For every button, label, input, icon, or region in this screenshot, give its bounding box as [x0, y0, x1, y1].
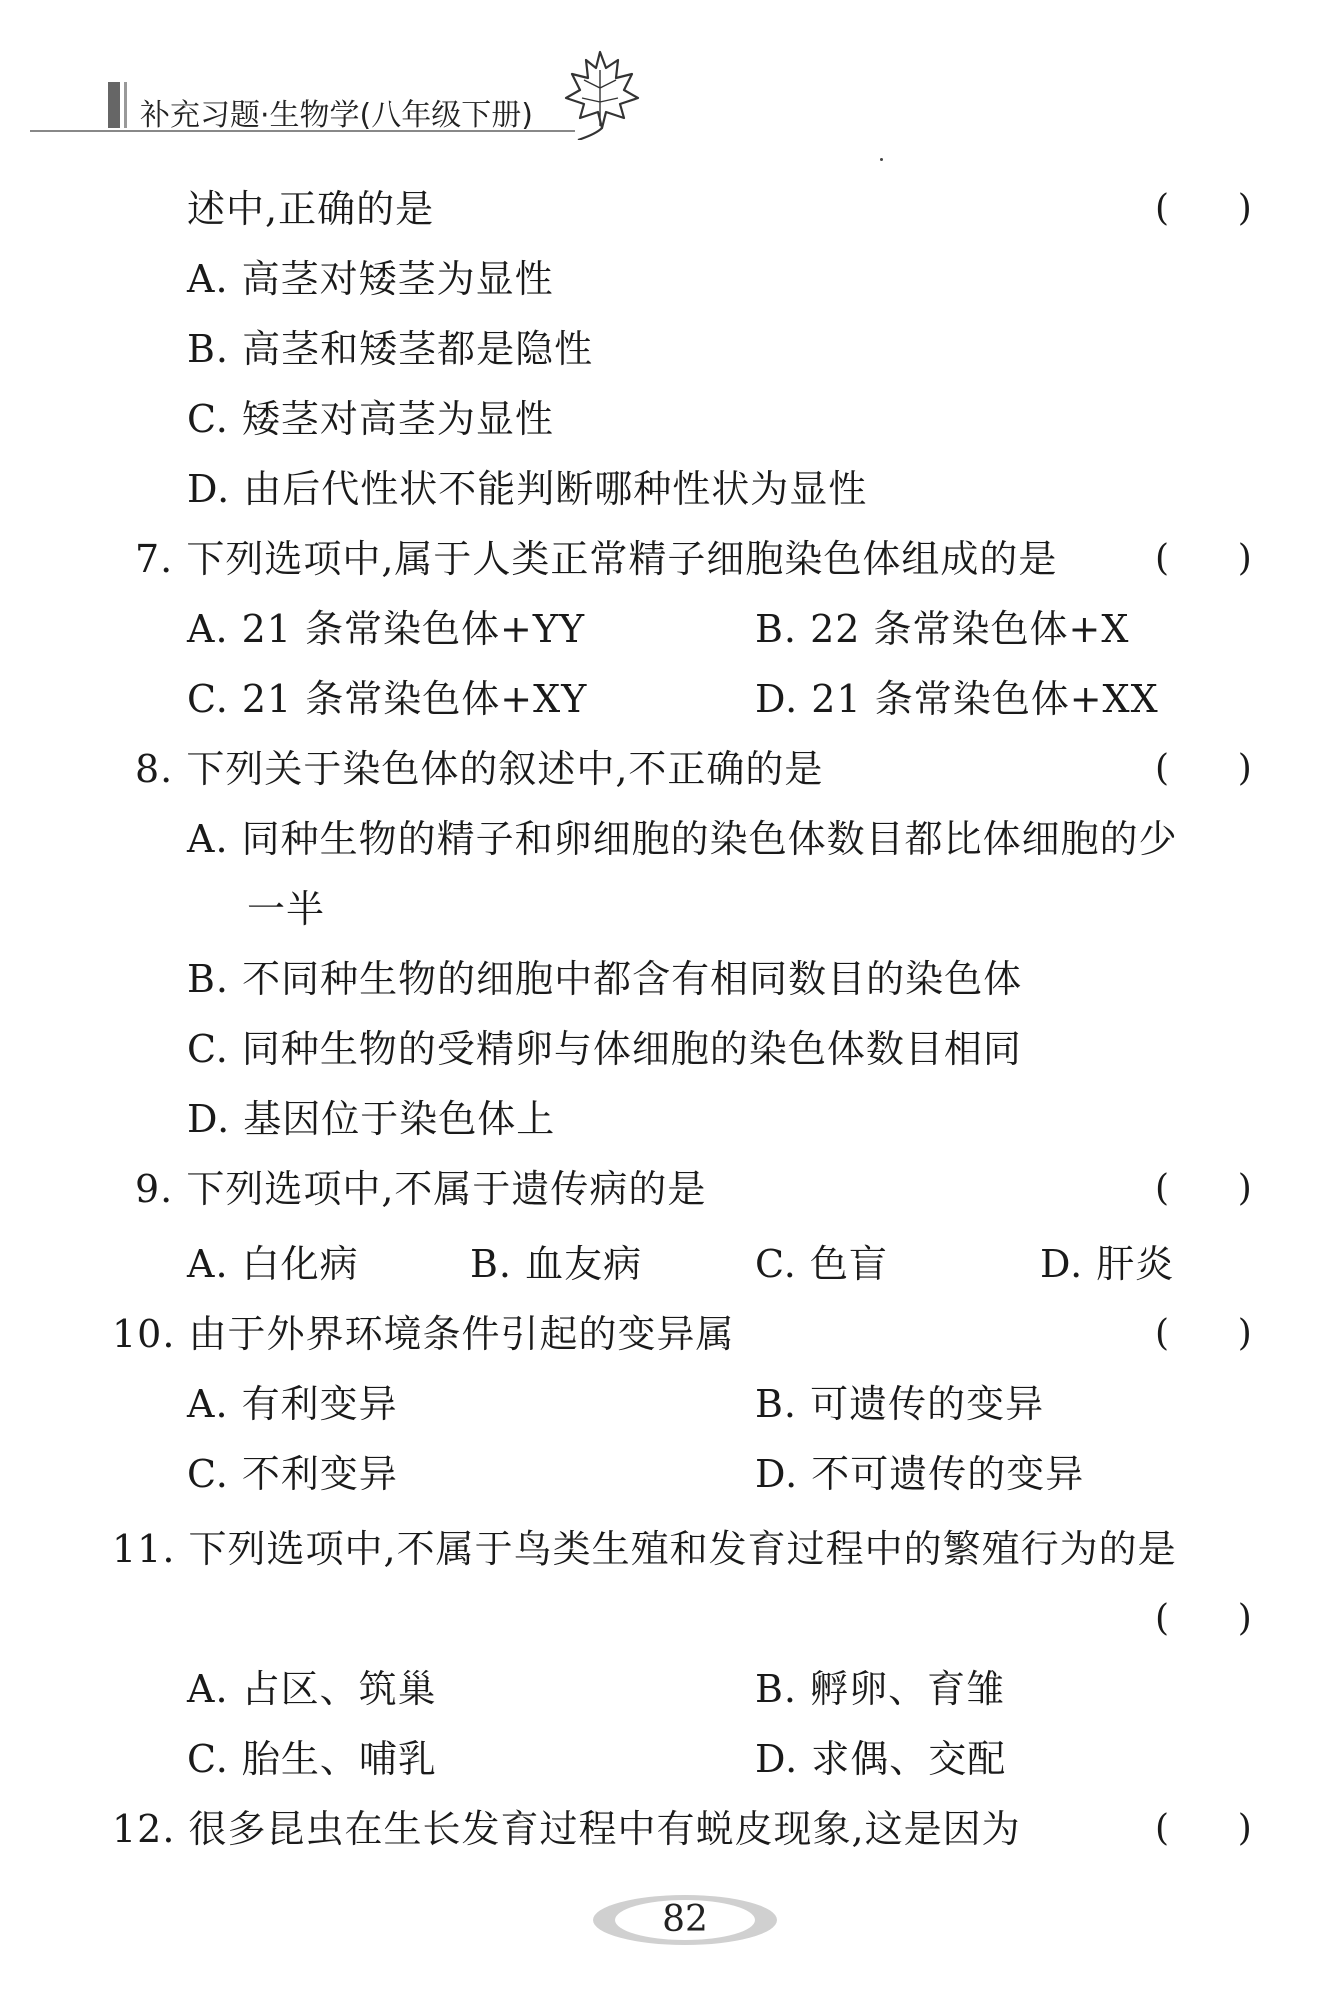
- q7-option-c: C. 21 条常染色体+XY: [187, 677, 588, 721]
- q6-answer-blank[interactable]: ( ): [1155, 188, 1252, 229]
- q6-option-c: C. 矮茎对高茎为显性: [187, 397, 554, 441]
- print-speck: [880, 158, 883, 161]
- q10-answer-blank[interactable]: ( ): [1155, 1313, 1252, 1354]
- header-rule: [30, 130, 575, 132]
- q9-stem: 9. 下列选项中,不属于遗传病的是: [135, 1167, 707, 1211]
- q8-option-c: C. 同种生物的受精卵与体细胞的染色体数目相同: [187, 1027, 1022, 1071]
- header-bar-mark-thin: [124, 82, 127, 128]
- q9-answer-blank[interactable]: ( ): [1155, 1168, 1252, 1209]
- q8-option-a-continued: 一半: [247, 887, 326, 931]
- q8-answer-blank[interactable]: ( ): [1155, 748, 1252, 789]
- q9-option-c: C. 色盲: [755, 1242, 888, 1286]
- q11-option-c: C. 胎生、哺乳: [187, 1737, 437, 1781]
- q7-option-b: B. 22 条常染色体+X: [755, 607, 1130, 651]
- q11-answer-blank[interactable]: ( ): [1155, 1598, 1252, 1639]
- q6-option-b: B. 高茎和矮茎都是隐性: [187, 327, 594, 371]
- header-bar-mark: [108, 82, 120, 128]
- q9-option-d: D. 肝炎: [1040, 1242, 1175, 1286]
- q6-option-d: D. 由后代性状不能判断哪种性状为显性: [187, 467, 868, 511]
- q11-option-b: B. 孵卵、育雏: [755, 1667, 1006, 1711]
- q12-answer-blank[interactable]: ( ): [1155, 1808, 1252, 1849]
- q10-stem: 10. 由于外界环境条件引起的变异属: [112, 1312, 735, 1356]
- q6-stem-tail: 述中,正确的是: [187, 187, 435, 231]
- q11-option-a: A. 占区、筑巢: [187, 1667, 437, 1711]
- q6-option-a: A. 高茎对矮茎为显性: [187, 257, 554, 301]
- q9-option-a: A. 白化病: [187, 1242, 359, 1286]
- maple-leaf-icon: [560, 48, 640, 140]
- q8-option-b: B. 不同种生物的细胞中都含有相同数目的染色体: [187, 957, 1023, 1001]
- q11-option-d: D. 求偶、交配: [755, 1737, 1007, 1781]
- q7-answer-blank[interactable]: ( ): [1155, 538, 1252, 579]
- q7-option-d: D. 21 条常染色体+XX: [755, 677, 1159, 721]
- q10-option-b: B. 可遗传的变异: [755, 1382, 1045, 1426]
- q8-option-a: A. 同种生物的精子和卵细胞的染色体数目都比体细胞的少: [187, 817, 1178, 861]
- q10-option-c: C. 不利变异: [187, 1452, 398, 1496]
- q10-option-d: D. 不可遗传的变异: [755, 1452, 1085, 1496]
- q8-option-d: D. 基因位于染色体上: [187, 1097, 556, 1141]
- header-title: 补充习题·生物学(八年级下册): [140, 98, 533, 133]
- q7-stem: 7. 下列选项中,属于人类正常精子细胞染色体组成的是: [135, 537, 1058, 581]
- q11-stem: 11. 下列选项中,不属于鸟类生殖和发育过程中的繁殖行为的是: [112, 1527, 1177, 1571]
- q12-stem: 12. 很多昆虫在生长发育过程中有蜕皮现象,这是因为: [112, 1807, 1021, 1851]
- q10-option-a: A. 有利变异: [187, 1382, 398, 1426]
- q7-option-a: A. 21 条常染色体+YY: [187, 607, 586, 651]
- q8-stem: 8. 下列关于染色体的叙述中,不正确的是: [135, 747, 824, 791]
- page-number: 82: [662, 1899, 708, 1940]
- q9-option-b: B. 血友病: [470, 1242, 643, 1286]
